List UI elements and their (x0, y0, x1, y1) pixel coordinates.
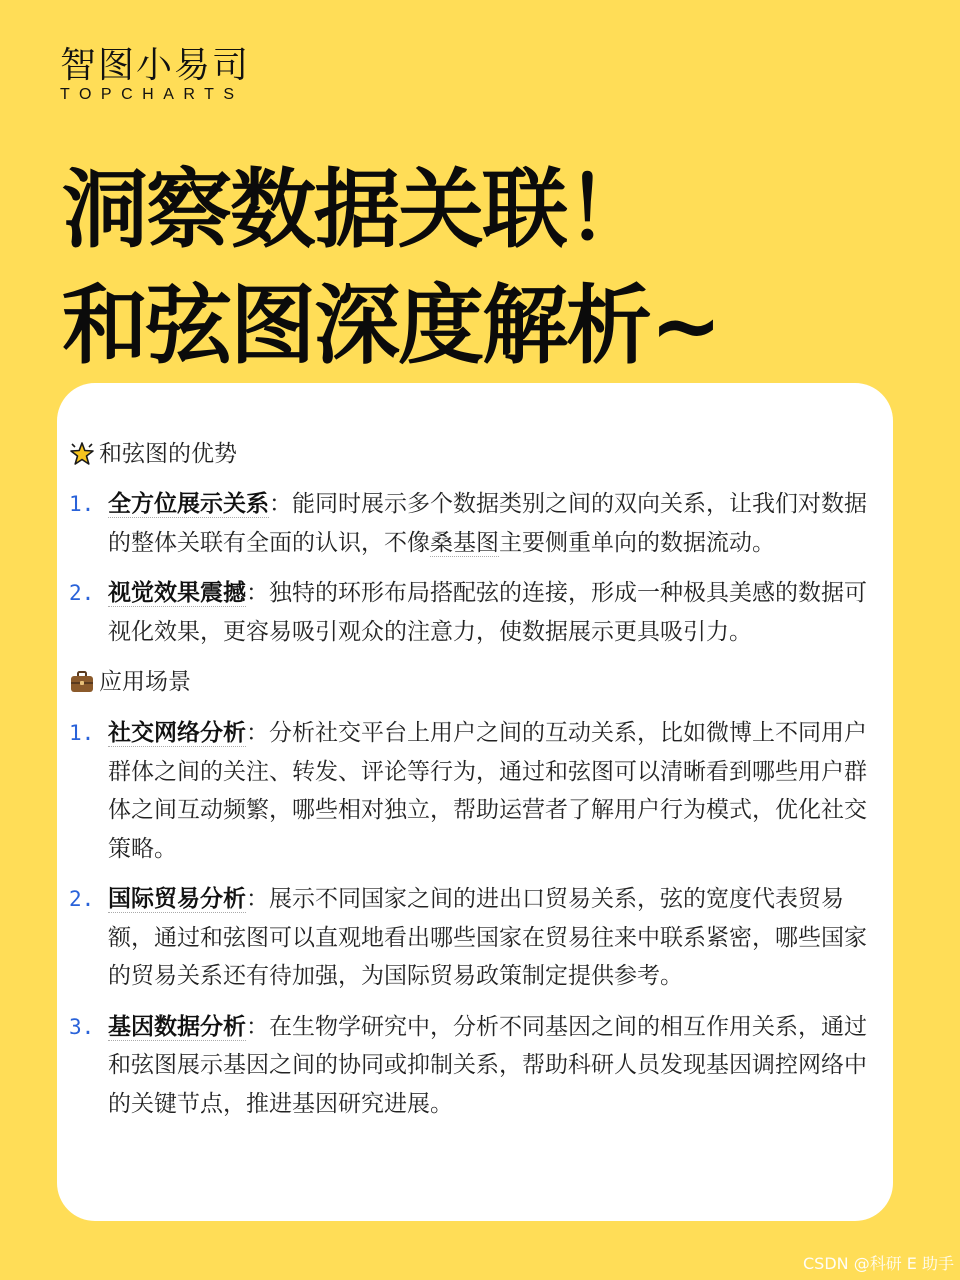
advantages-list (57, 485, 893, 651)
item-term: 全方位展示关系 (108, 491, 269, 517)
item-term: 国际贸易分析 (108, 886, 246, 912)
scenario-item-2 (57, 880, 893, 996)
list-number: 1. (69, 492, 95, 516)
list-number: 2. (69, 581, 95, 605)
advantage-item-2 (57, 574, 893, 651)
item-term: 社交网络分析 (108, 720, 246, 746)
item-term: 基因数据分析 (108, 1013, 246, 1040)
item-text-before: 能同时展示多个数据类别之间的双向关系，让我们对数据的整体关联有全面的认识，不像 (108, 491, 867, 556)
item-text: 展示不同国家之间的进出口贸易关系，弦的宽度代表贸易额，通过和弦图可以直观地看出哪些国家在贸易往来中联系紧密，哪些国家的贸易关系还有待加强，为国际贸易政策制定提供参考。 (108, 886, 867, 989)
watermark: CSDN @科研 E 助手 (803, 1254, 954, 1273)
advantage-item-1 (57, 485, 893, 562)
item-term: 视觉效果震撼 (108, 580, 246, 606)
item-text: 在生物学研究中，分析不同基因之间的相互作用关系，通过和弦图展示基因之间的协同或抑制关系，帮助科研人员发现基因调控网络中的关键节点，推进基因研究进展。 (108, 1013, 867, 1117)
sparkle-star-icon (69, 441, 95, 467)
list-number: 1. (69, 721, 95, 745)
item-colon: ： (246, 1013, 269, 1040)
item-text: 独特的环形布局搭配弦的连接，形成一种极具美感的数据可视化效果，更容易吸引观众的注意力，使数据展示更具吸引力。 (108, 580, 867, 645)
scenario-item-3 (57, 1008, 893, 1124)
advantages-heading (69, 439, 237, 469)
item-text-after: 主要侧重单向的数据流动。 (499, 529, 775, 556)
page-title (62, 152, 922, 384)
sankey-term-link: 桑基图 (430, 529, 499, 556)
scenario-item-1 (57, 714, 893, 868)
scenarios-list (57, 714, 893, 1123)
scenarios-heading (69, 667, 191, 697)
item-colon: ： (246, 886, 269, 912)
scenarios-heading-label: 应用场景 (99, 669, 191, 695)
brand-name-en: TOPCHARTS (60, 86, 244, 103)
item-colon: ： (269, 491, 292, 517)
advantages-heading-label: 和弦图的优势 (99, 441, 237, 467)
brand-name-cn: 智图小易司 (60, 45, 251, 86)
item-text: 分析社交平台上用户之间的互动关系，比如微博上不同用户群体之间的关注、转发、评论等行为，通过和弦图可以清晰看到哪些用户群体之间互动频繁，哪些相对独立，帮助运营者了解用户行为模式，优化社交策略。 (108, 720, 867, 862)
title-line-1: 洞察数据关联！ (62, 160, 650, 260)
item-colon: ： (246, 720, 269, 746)
title-line-2: 和弦图深度解析~ (62, 276, 721, 376)
brand-logo (60, 44, 250, 104)
item-colon: ： (246, 580, 269, 606)
list-number: 2. (69, 887, 95, 911)
briefcase-icon (69, 669, 95, 695)
list-number: 3. (69, 1014, 95, 1039)
content-card (57, 383, 893, 1221)
